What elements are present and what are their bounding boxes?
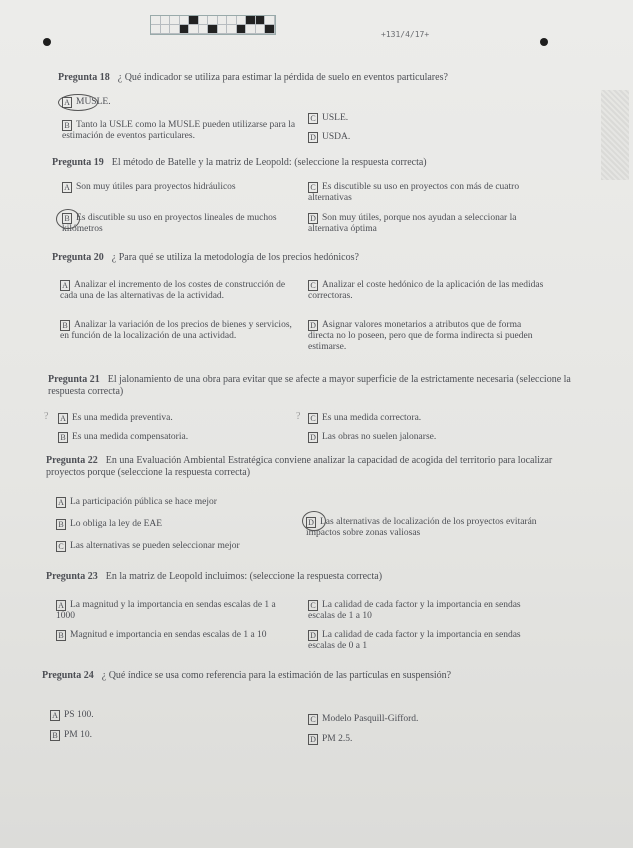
option-letter: D [308,320,318,331]
option-b[interactable] [50,730,290,741]
option-letter: B [60,320,70,331]
option-text: USLE. [322,113,349,123]
question-number: Pregunta 22 [46,455,98,466]
option-letter: D [308,213,318,224]
option-text: Analizar la variación de los precios de bienes y servicios, en función de la localización de una actividad. [60,320,292,341]
option-letter: C [308,413,318,424]
option-text: Las obras no suelen jalonarse. [322,432,437,442]
option-letter: A [56,600,66,611]
question-21 [48,374,586,398]
question-mark-annotation: ? [44,411,49,422]
option-b[interactable] [56,630,296,641]
option-text: Es discutible su uso en proyectos lineales de muchos kilómetros [62,213,277,234]
option-text: Es discutible su uso en proyectos con más de cuatro alternativas [308,182,520,203]
option-text: La calidad de cada factor y la importancia en sendas escalas de 1 a 10 [308,600,521,621]
option-text: Son muy útiles, porque nos ayudan a seleccionar la alternativa óptima [308,213,517,234]
option-text: PM 10. [64,730,92,740]
option-d[interactable] [308,213,543,235]
option-text: Es una medida correctora. [322,413,422,423]
option-b[interactable] [58,432,298,443]
question-number: Pregunta 24 [42,670,94,681]
option-text: Es una medida compensatoria. [72,432,189,442]
option-text: MUSLE. [76,97,111,107]
question-prompt: En una Evaluación Ambiental Estratégica conviene analizar la capacidad de acogida del territorio para localizar proyectos porque (seleccione la respuesta correcta) [46,455,553,478]
option-text: Modelo Pasquill-Gifford. [322,714,419,724]
option-text: Es una medida preventiva. [72,413,173,423]
option-text: Asignar valores monetarios a atributos que de forma directa no lo poseen, pero que de forma indirecta si pueden estimarse. [308,320,533,352]
option-text: Magnitud e importancia en sendas escalas de 1 a 10 [70,630,267,640]
question-prompt: ¿ Qué índice se usa como referencia para la estimación de las partículas en suspensión? [101,670,452,681]
question-18 [58,72,578,84]
option-text: Analizar el incremento de los costes de construcción de cada una de las alternativas de la actividad. [60,280,286,301]
question-number: Pregunta 20 [52,252,104,263]
page-edge-texture [601,90,629,180]
option-d[interactable] [308,432,548,443]
option-letter: D [308,734,318,745]
option-text: Analizar el coste hedónico de la aplicación de las medidas correctoras. [308,280,544,301]
option-text: La magnitud y la importancia en sendas escalas de 1 a 1000 [56,600,276,621]
option-letter: D [306,517,316,528]
option-letter: A [58,413,68,424]
option-a[interactable] [56,497,296,508]
option-c[interactable] [308,182,543,204]
question-24 [42,670,582,682]
option-c[interactable] [56,541,296,552]
punch-hole-left [43,38,51,46]
option-text: USDA. [322,132,351,142]
option-text: Las alternativas de localización de los proyectos evitarán impactos sobre zonas valiosas [306,517,537,538]
question-prompt: ¿ Qué indicador se utiliza para estimar la pérdida de suelo en eventos particulares? [117,72,448,83]
option-d[interactable] [308,132,538,143]
option-letter: A [60,280,70,291]
option-c[interactable] [308,280,548,302]
option-letter: C [308,280,318,291]
option-letter: A [50,710,60,721]
option-d[interactable] [306,517,548,539]
option-text: Las alternativas se pueden seleccionar mejor [70,541,240,551]
option-letter: A [56,497,66,508]
option-b[interactable] [62,213,302,235]
option-letter: B [62,213,72,224]
answer-circle-mark [302,511,326,531]
option-letter: A [62,97,72,108]
option-letter: B [50,730,60,741]
option-letter: B [56,630,66,641]
question-number: Pregunta 18 [58,72,110,83]
answer-circle-mark [56,209,80,229]
option-c[interactable] [308,714,548,725]
option-letter: B [58,432,68,443]
question-number: Pregunta 19 [52,157,104,168]
option-letter: D [308,432,318,443]
option-letter: C [308,600,318,611]
option-text: La calidad de cada factor y la importancia en sendas escalas de 0 a 1 [308,630,521,651]
option-a[interactable] [50,710,290,721]
question-prompt: ¿ Para qué se utiliza la metodología de los precios hedónicos? [111,252,359,263]
option-text: Lo obliga la ley de EAE [70,519,163,529]
option-b[interactable] [56,519,296,530]
option-c[interactable] [308,600,548,622]
option-text: PM 2.5. [322,734,353,744]
question-20 [52,252,582,264]
option-letter: C [308,714,318,725]
option-text: La participación pública se hace mejor [70,497,217,507]
answer-code-grid [150,15,276,35]
question-prompt: En la matriz de Leopold incluimos: (seleccione la respuesta correcta) [105,571,383,582]
option-letter: B [62,120,72,131]
option-letter: C [308,182,318,193]
question-22 [46,455,586,479]
question-mark-annotation: ? [296,411,301,422]
option-c[interactable] [308,113,538,124]
option-d[interactable] [308,320,548,352]
option-c[interactable] [308,413,548,424]
option-text: Tanto la USLE como la MUSLE pueden utilizarse para la estimación de eventos particulares. [62,120,296,141]
question-number: Pregunta 23 [46,571,98,582]
question-19 [52,157,582,169]
punch-hole-right [540,38,548,46]
option-letter: C [56,541,66,552]
option-b[interactable] [62,120,302,142]
option-letter: D [308,630,318,641]
question-number: Pregunta 21 [48,374,100,385]
option-a[interactable] [56,600,296,622]
option-letter: C [308,113,318,124]
option-text: PS 100. [64,710,94,720]
option-a[interactable] [58,411,301,424]
option-letter: B [56,519,66,530]
option-a[interactable] [60,280,300,302]
option-letter: D [308,132,318,143]
option-text: Son muy útiles para proyectos hidráulicos [76,182,236,192]
option-b[interactable] [60,320,300,342]
question-23 [46,571,586,583]
exam-id: +131/4/17+ [381,30,430,39]
question-prompt: El jalonamiento de una obra para evitar que se afecte a mayor superficie de la estrictamente necesaria (seleccione la respuesta correcta) [48,374,571,397]
option-a[interactable] [62,182,302,193]
option-letter: A [62,182,72,193]
option-d[interactable] [308,630,548,652]
answer-circle-mark [58,94,98,111]
option-d[interactable] [308,734,548,745]
question-prompt: El método de Batelle y la matriz de Leopold: (seleccione la respuesta correcta) [111,157,427,168]
